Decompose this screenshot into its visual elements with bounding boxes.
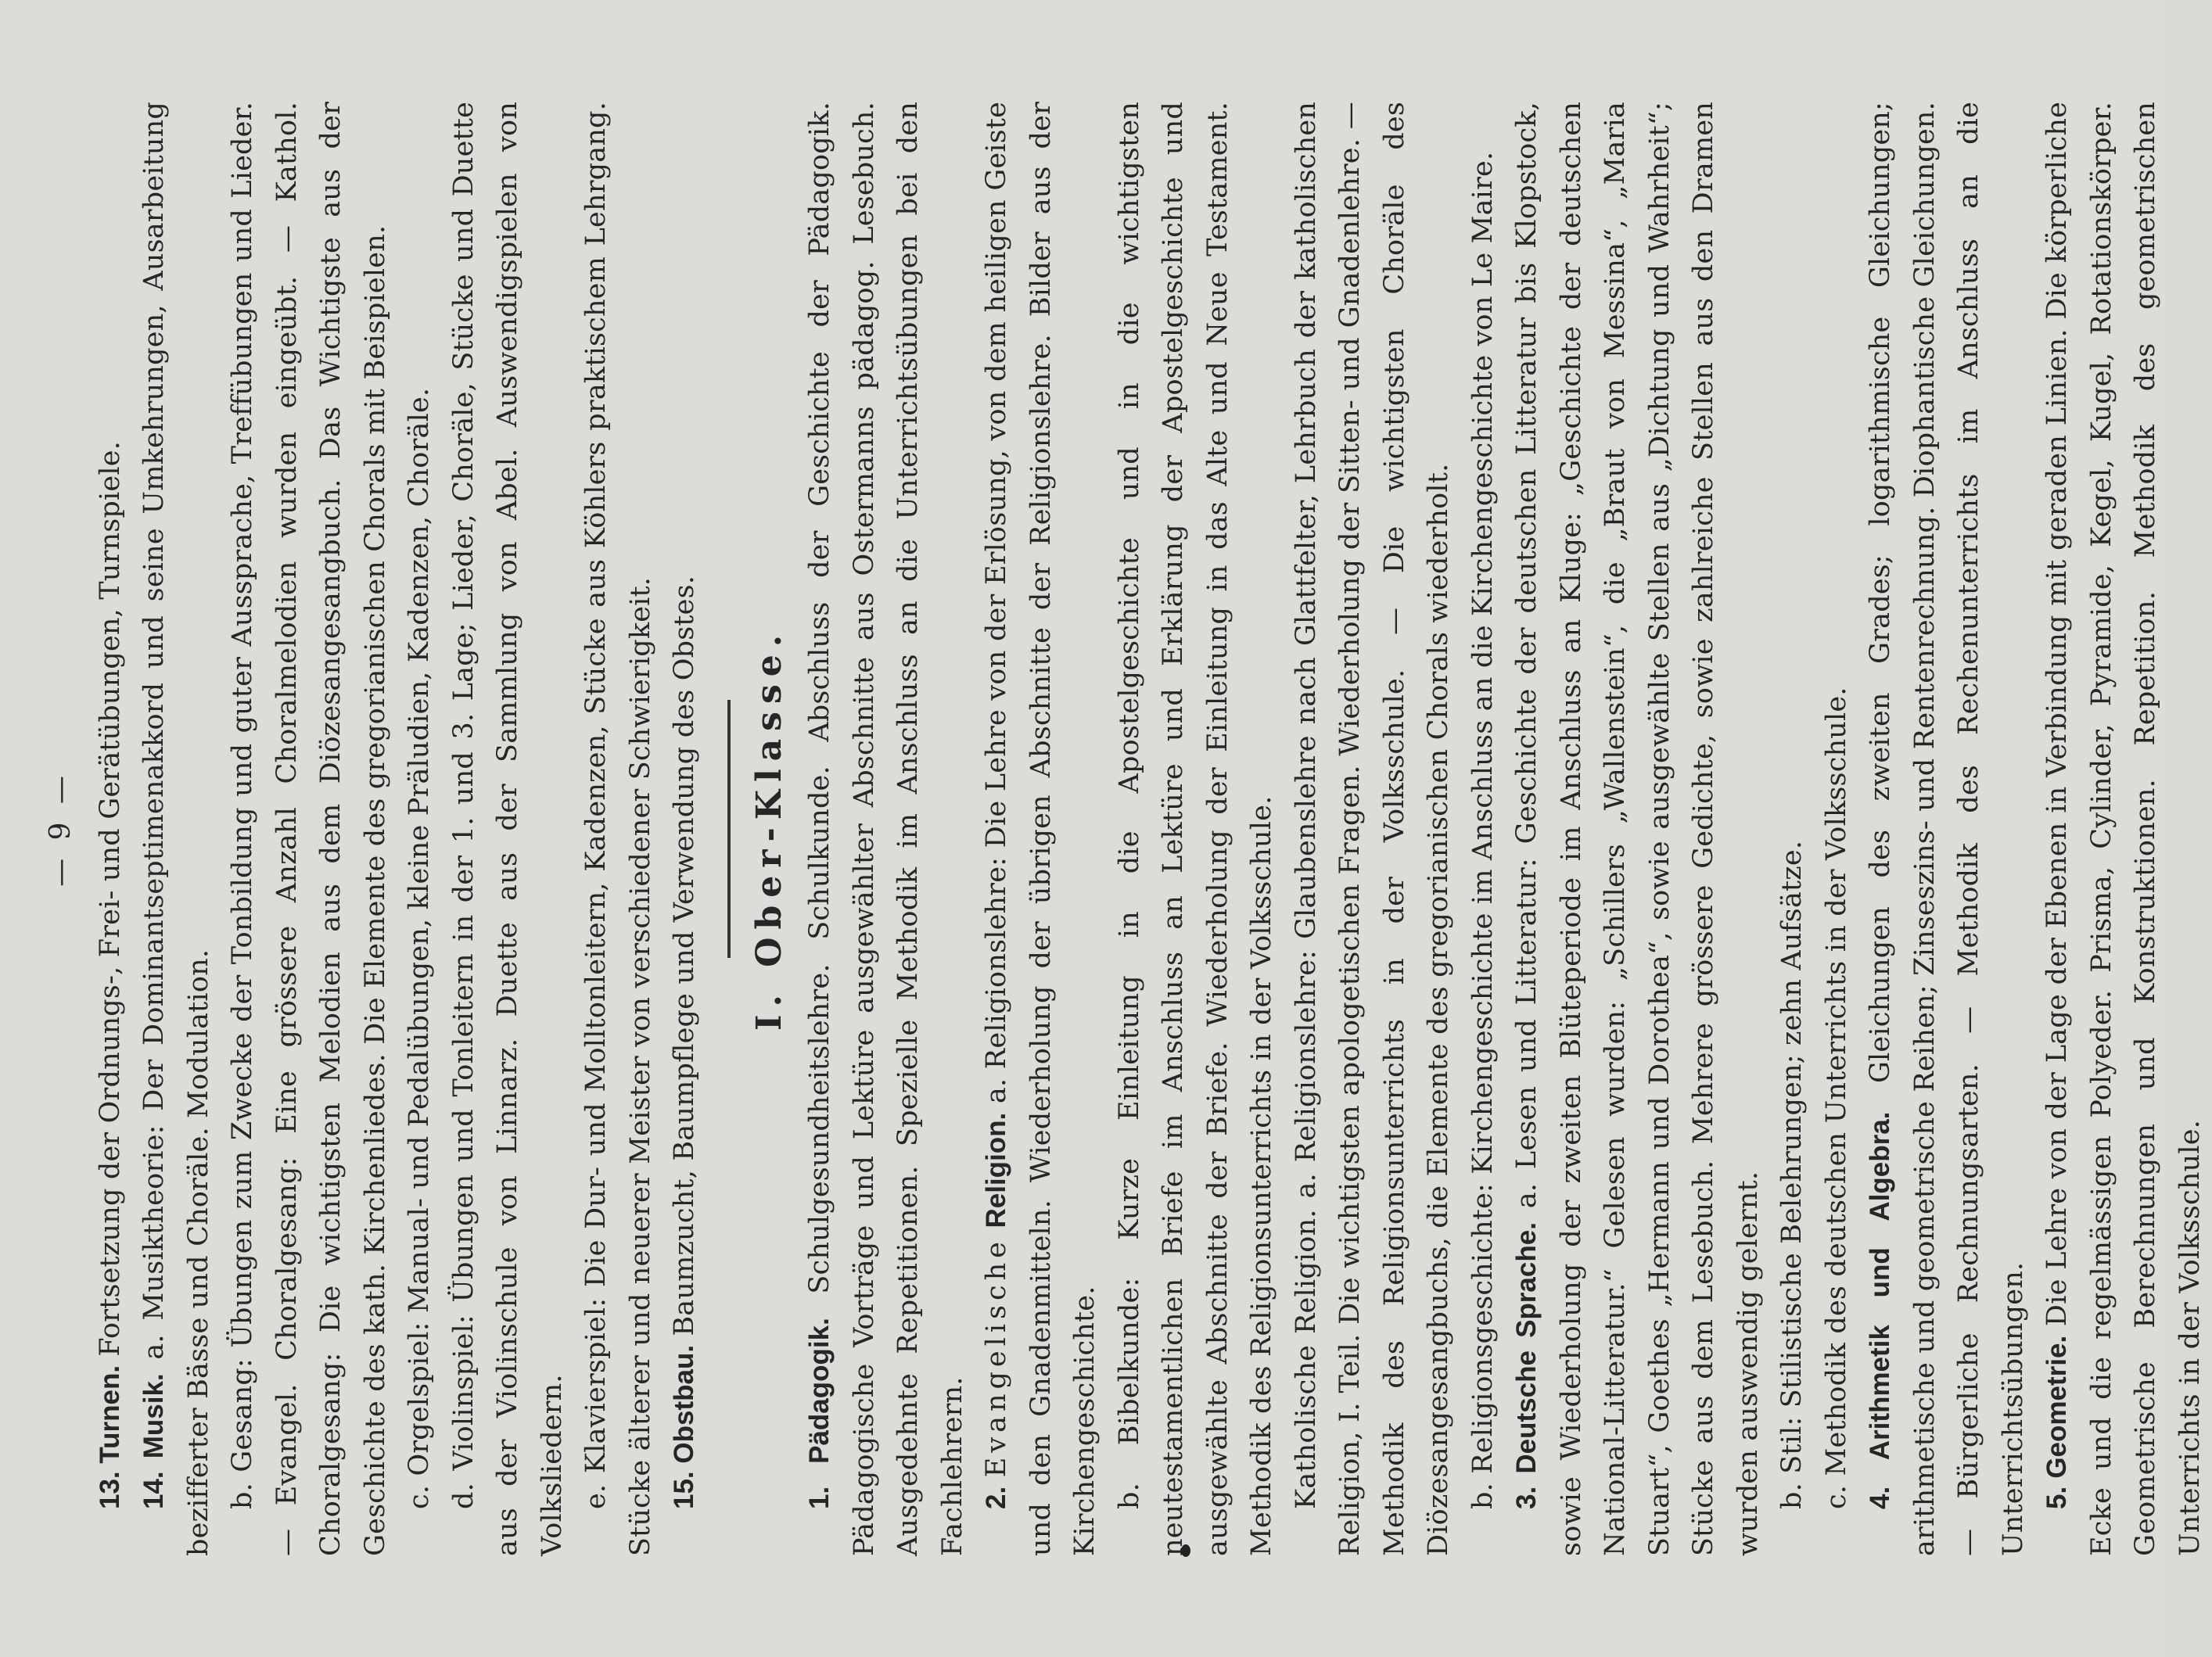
text-musik: a. Musiktheorie: Der Dominantseptimenakkord und seine Umkehrungen, Ausarbeitung bezifferter Bässe und Choräle. Modulation. — [138, 102, 214, 1556]
heading-religion-lead: Evangelische — [981, 1237, 1012, 1478]
page-number: — 9 — — [45, 771, 77, 887]
paragraph-deutsch — [1505, 102, 1770, 1556]
paragraph-arithmetik — [1858, 102, 2035, 1556]
text-obstbau: Baumzucht, Baumpflege und Verwendung des Obstes. — [669, 575, 700, 1336]
paragraph-musik-b: b. Gesang: Übungen zum Zwecke der Tonbildung und guter Aussprache, Treffübungen und Lieder. — Evangel. Choralgesang: Eine grössere Anzahl Choralmelodien wurden eingeübt. — Kathol. Choralgesang: Die wichtigsten Melodien aus dem Diözesangesangbuch. Das Wichtigste aus der Geschichte des kath. Kirchenliedes. Die Elemente des gregorianischen Chorals mit Beispielen. — [227, 102, 391, 1556]
heading-turnen: 13. Turnen. — [94, 1365, 125, 1509]
paragraph-turnen — [88, 102, 133, 1556]
paragraph-musik-d: d. Violinspiel: Übungen und Tonleitern in der 1. und 3. Lage; Lieder, Choräle, Stücke und Duette aus der Violinschule von Linnarz. Duette aus der Sammlung von Abel. Auswendigspielen von Volksliedern. — [447, 102, 568, 1556]
text-arithmetik: Gleichungen des zweiten Grades; logarithmische Gleichungen; arithmetische und geometrische Reihen; Zinseszins- und Rentenrechnung. Diophantische Gleichungen. — Bürgerliche Rechnungsarten. — Methodik des Rechenunterrichts im Anschluss an die Unterrichtsübungen. — [1865, 102, 2029, 1556]
document-page — [8, 70, 2206, 1587]
paragraph-paedagogik — [798, 102, 975, 1556]
paragraph-deutsch-c: c. Methodik des deutschen Unterrichts in der Volksschule. — [1820, 687, 1852, 1509]
heading-geometrie: 5. Geometrie. — [2041, 1335, 2072, 1509]
heading-deutsch: 3. Deutsche Sprache. — [1511, 1222, 1542, 1509]
text-turnen: Fortsetzung der Ordnungs-, Frei- und Gerätübungen, Turnspiele. — [94, 441, 126, 1357]
paragraph-deutsch-b: b. Stil: Stilistische Belehrungen; zehn Aufsätze. — [1776, 840, 1808, 1509]
heading-obstbau: 15. Obstbau. — [669, 1344, 699, 1509]
paragraph-religion-b: b. Bibelkunde: Kurze Einleitung in die Apostelgeschichte und in die wichtigsten neutestamentlichen Briefe im Anschluss an Lektüre und Erklärung der Apostelgeschichte und ausgewählte Abschnitte der Briefe. Wiederholung der Einleitung in das Alte und Neue Testament. Methodik des Religionsunterrichts in der Volksschule. — [1113, 102, 1277, 1556]
section-divider — [727, 700, 731, 958]
paragraph-musik-c: c. Orgelspiel: Manual- und Pedalübungen, kleine Präludien, Kadenzen, Choräle. — [404, 387, 435, 1509]
text-paedagogik: Schulgesundheitslehre. Schulkunde. Abschluss der Geschichte der Pädagogik. Pädagogische Vorträge und Lektüre ausgewählter Abschnitte aus Ostermanns pädagog. Lesebuch. Ausgedehnte Repetitionen. Spezielle Methodik im Anschluss an die Unterrichtsübungen bei den Fachlehrern. — [804, 102, 968, 1556]
text-geometrie: Die Lehre von der Lage der Ebenen in Verbindung mit geraden Linien. Die körperliche Ecke und die regelmässigen Polyeder. Prisma, Cylinder, Pyramide, Kegel, Kugel, Rotationskörper. Geometrische Berechnungen und Konstruktionen. Repetition. Methodik des geometrischen Unterrichts in der Volksschule. — [2041, 101, 2206, 1556]
paragraph-obstbau — [663, 102, 707, 1556]
paragraph-geometrie — [2035, 102, 2212, 1556]
paragraph-kath-religion: Katholische Religion. a. Religionslehre: Glaubenslehre nach Glattfelter, Lehrbuch der katholischen Religion, I. Teil. Die wichtigsten apologetischen Fragen. Wiederholung der Sitten- und Gnadenlehre. — Methodik des Religionsunterrichts in der Volksschule. — Die wichtigsten Choräle des Diözesangesangbuchs, die Elemente des gregorianischen Chorals wiederholt. — [1290, 102, 1454, 1556]
paragraph-musik-e: e. Klavierspiel: Die Dur- und Molltonleitern, Kadenzen, Stücke aus Köhlers praktischem Lehrgang. Stücke älterer und neuerer Meister von verschiedener Schwierigkeit. — [580, 102, 656, 1556]
text-deutsch: a. Lesen und Litteratur: Geschichte der deutschen Litteratur bis Klopstock, sowie Wiederholung der zweiten Blüteperiode im Anschluss an Kluge: „Geschichte der deutschen National-Litteratur.“ Gelesen wurden: „Schillers „Wallenstein“, die „Braut von Messina“, „Maria Stuart“, Goethes „Hermann und Dorothea“, sowie ausgewählte Stellen aus „Dichtung und Wahrheit“; Stücke aus dem Lesebuch. Mehrere grössere Gedichte, sowie zahlreiche Stellen aus den Dramen wurden auswendig gelernt. — [1511, 102, 1764, 1556]
heading-religion-word: Religion. — [981, 1112, 1011, 1228]
paragraph-religion — [975, 102, 1108, 1556]
heading-paedagogik: 1. Pädagogik. — [804, 1318, 835, 1509]
paragraph-musik — [132, 102, 221, 1556]
heading-religion-number: 2. — [981, 1486, 1011, 1509]
paragraph-kath-b: b. Religionsgeschichte: Kirchengeschichte im Anschluss an die Kirchengeschichte von Le Maire. — [1467, 151, 1499, 1509]
heading-musik: 14. Musik. — [138, 1373, 169, 1509]
heading-arithmetik: 4. Arithmetik und Algebra. — [1865, 1111, 1895, 1509]
class-title: I. Ober-Klasse. — [749, 626, 789, 1031]
text-religion: a. Religionslehre: Die Lehre von der Erlösung, von dem heiligen Geiste und den Gnadenmitteln. Wiederholung der übrigen Abschnitte der Religionslehre. Bilder aus der Kirchengeschichte. — [981, 101, 1101, 1556]
